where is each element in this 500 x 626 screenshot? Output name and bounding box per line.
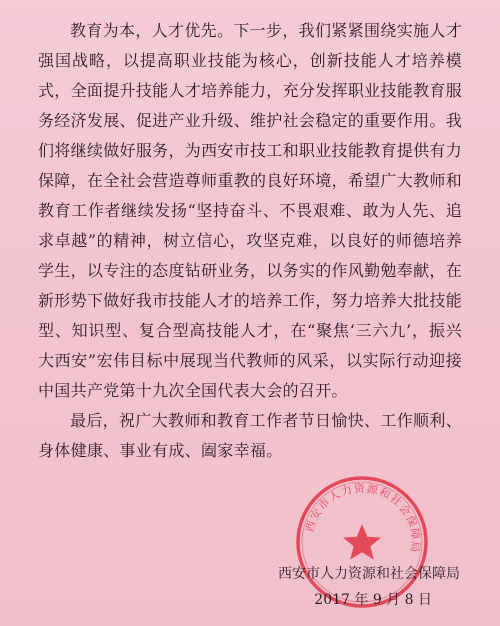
- letter-body: [38, 16, 462, 466]
- seal-ring-text: 西安市人力资源和社会保障局: [302, 481, 423, 555]
- paragraph-closing: 最后，祝广大教师和教育工作者节日愉快、工作顺利、身体健康、事业有成、阖家幸福。: [38, 411, 462, 460]
- signature-block: [278, 561, 460, 613]
- seal-star-icon: [343, 524, 381, 560]
- paragraph-main: 教育为本，人才优先。下一步，我们紧紧围绕实施人才强国战略，以提高职业技能为核心，创新技能人才培养模式，全面提升技能人才培养能力，充分发挥职业技能教育服务经济发展、促进产业升级、维护社会稳定的重要作用。我们将继续做好服务，为西安市技工和职业技能教育提供有力保障，在全社会营造尊师重教的良好环境，希望广大教师和教育工作者继续发扬“坚持奋斗、不畏艰难、敢为人先、追求卓越”的精神，树立信心，攻坚克难，以良好的师德培养学生，以专注的态度钻研业务，以务实的作风勤勉奉献，在新形势下做好我市技能人才的培养工作，努力培养大批技能型、知识型、复合型高技能人才，在“聚焦‘三六九’，振兴大西安”宏伟目标中展现当代教师的风采，以实际行动迎接中国共产党第十九次全国代表大会的召开。: [38, 21, 462, 400]
- signature-organization: 西安市人力资源和社会保障局: [278, 566, 460, 582]
- signature-date: 2017 年 9 月 8 日: [314, 592, 432, 608]
